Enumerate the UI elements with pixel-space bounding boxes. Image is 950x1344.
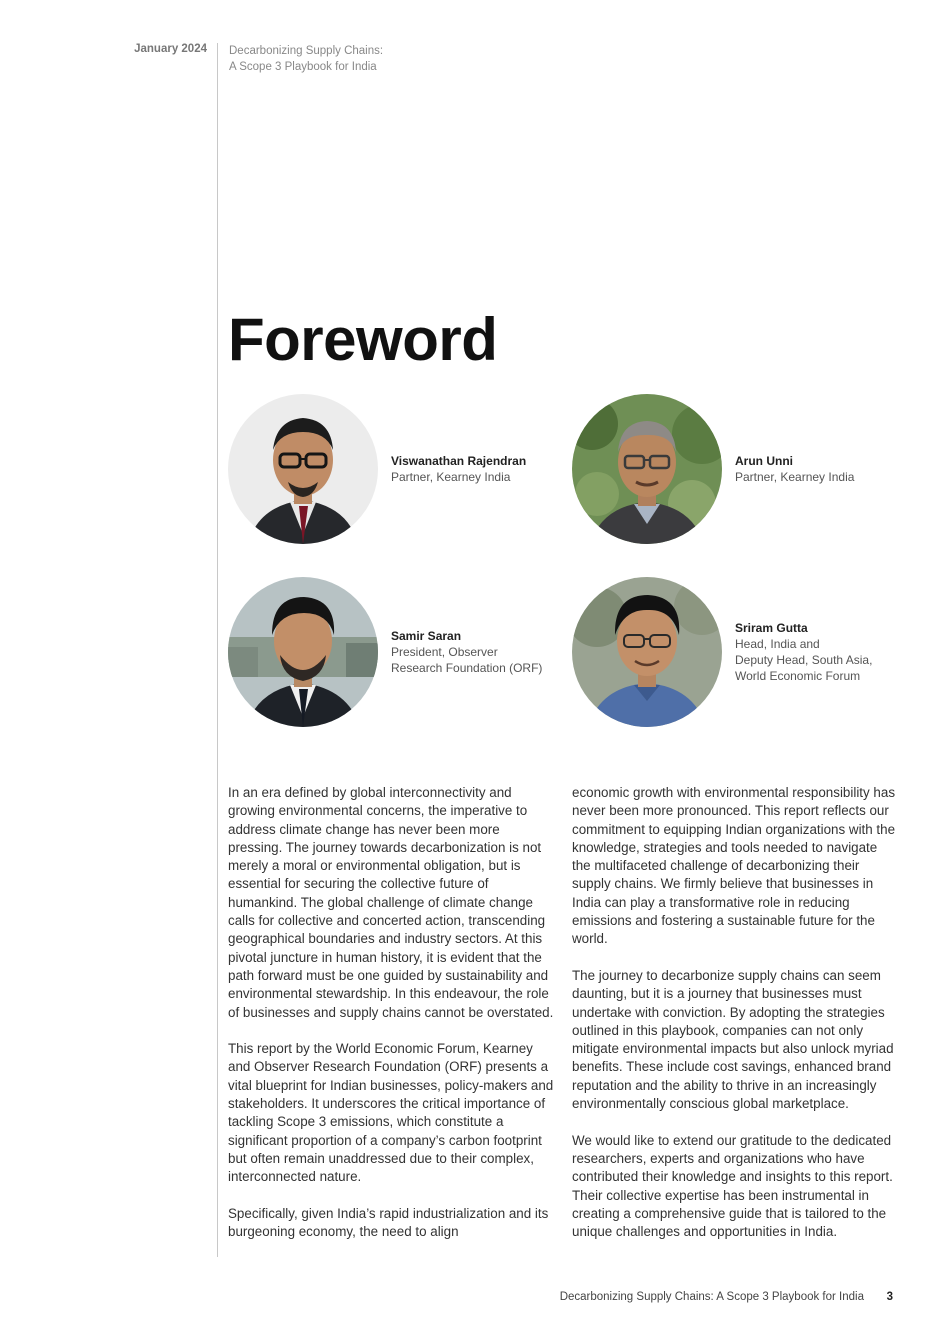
body-paragraph: The journey to decarbonize supply chains can seem daunting, but it is a journey that businesses must undertake with conviction. By adopting the strategies outlined in this playbook, companies can not only mitigate environmental impacts but also unlock myriad benefits. These include cost savings, enhanced brand reputation and the ability to thrive in an increasingly environmentally conscious global marketplace.	[572, 967, 894, 1112]
person-card	[735, 620, 905, 684]
avatar-arun-unni	[572, 394, 722, 544]
body-paragraph: Specifically, given India’s rapid industrialization and its burgeoning economy, the need to align	[228, 1205, 549, 1240]
header-title	[229, 43, 383, 75]
body-column-left	[228, 784, 554, 1260]
person-role: Partner, Kearney India	[735, 470, 855, 484]
body-column-right	[572, 784, 898, 1260]
person-card	[391, 628, 561, 676]
body-paragraph: This report by the World Economic Forum, Kearney and Observer Research Foundation (ORF) presents a vital blueprint for Indian businesses, policy-makers and stakeholders. It underscores the critical importance of tackling Scope 3 emissions, which constitute a significant proportion of a company’s carbon footprint but often remain unaddressed due to their complex, interconnected nature.	[228, 1041, 554, 1185]
avatar-sriram-gutta	[572, 577, 722, 727]
avatar-viswanathan-rajendran	[228, 394, 378, 544]
person-name: Sriram Gutta	[735, 621, 808, 635]
vertical-divider	[217, 43, 218, 1257]
portrait-photo	[228, 394, 378, 544]
page-title: Foreword	[228, 306, 498, 373]
header-date: January 2024	[134, 43, 207, 55]
page-number: 3	[886, 1291, 893, 1303]
person-role: Head, India and Deputy Head, South Asia, World Economic Forum	[735, 637, 873, 683]
body-paragraph: We would like to extend our gratitude to the dedicated researchers, experts and organizations who have contributed their knowledge and insights to this report. Their collective expertise has been instrumental in creating a comprehensive guide that is tailored to the unique challenges and opportunities in India.	[572, 1132, 893, 1240]
person-card	[391, 453, 561, 485]
portrait-photo	[572, 394, 722, 544]
person-role: Partner, Kearney India	[391, 470, 511, 484]
person-name: Samir Saran	[391, 629, 462, 643]
avatar-samir-saran	[228, 577, 378, 727]
person-card	[735, 453, 905, 485]
header-title-line1: Decarbonizing Supply Chains:	[229, 45, 384, 57]
person-name: Arun Unni	[735, 454, 793, 468]
portrait-photo	[572, 577, 722, 727]
person-role: President, Observer Research Foundation (ORF)	[391, 645, 543, 675]
portrait-photo	[228, 577, 378, 727]
body-paragraph: economic growth with environmental responsibility has never been more pronounced. This report reflects our commitment to equipping Indian organizations with the knowledge, strategies and tools needed to navigate the multifaceted challenge of decarbonizing their supply chains. We firmly believe that businesses in India can play a transformative role in reducing emissions and fostering a sustainable future for the world.	[572, 785, 896, 947]
body-paragraph: In an era defined by global interconnectivity and growing environmental concerns, the imperative to address climate change has never been more pressing. The journey towards decarbonization is not merely a moral or environmental obligation, but is essential for securing the collective future of humankind. The global challenge of climate change calls for collective and concerted action, transcending geographical boundaries and industry sectors. At this pivotal juncture in human history, it is evident that the path forward must be one guided by sustainability and environmental stewardship. In this endeavour, the role of businesses and supply chains cannot be overstated.	[228, 785, 554, 1020]
footer-title: Decarbonizing Supply Chains: A Scope 3 Playbook for India	[559, 1291, 864, 1303]
header-title-line2: A Scope 3 Playbook for India	[229, 61, 377, 73]
person-name: Viswanathan Rajendran	[391, 454, 527, 468]
